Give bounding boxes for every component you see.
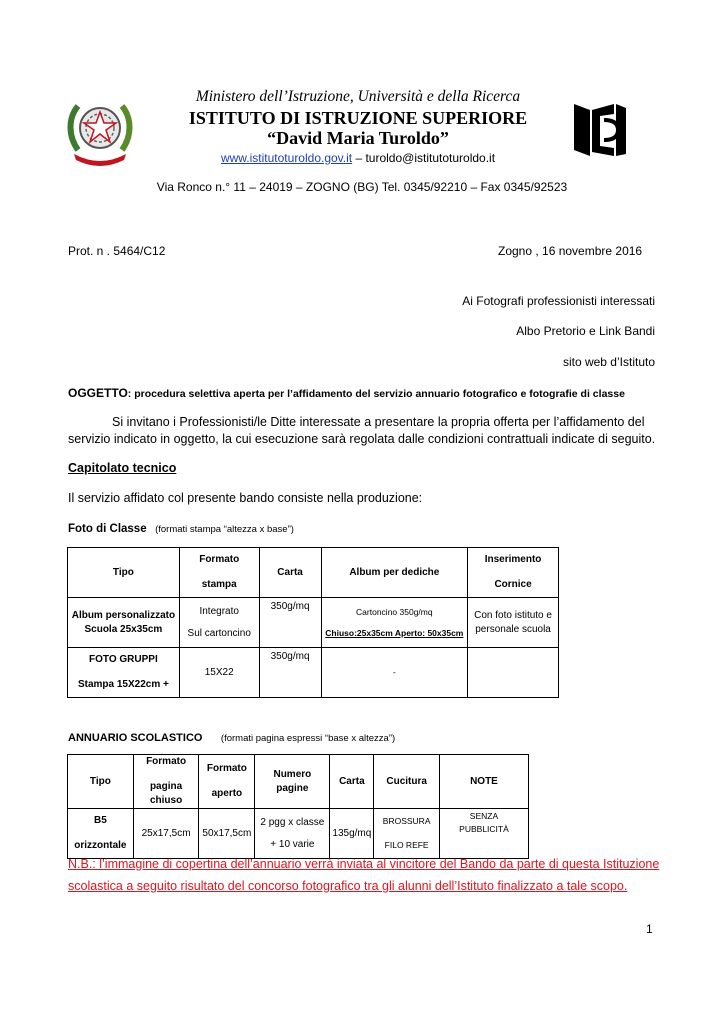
address-line: Via Ronco n.° 11 – 24019 – ZOGNO (BG) Tel. 0345/92210 – Fax 0345/92523 (156, 180, 568, 194)
subject-text: : procedura selettiva aperta per l’affidamento del servizio annuario fotografico e fotografie di classe (127, 388, 625, 400)
cell-tipo: B5 orizzontale (68, 809, 134, 859)
institute-logo-icon (572, 100, 628, 158)
recipient-1: Ai Fotografi professionisti interessati (462, 294, 655, 308)
cell-formato-aperto: 50x17,5cm (199, 809, 255, 859)
cell-formato: Integrato Sul cartoncino (179, 598, 259, 648)
cell-inserimento (468, 648, 559, 698)
header-carta: Carta (330, 755, 374, 809)
cell-numero-pagine: 2 pgg x classe + 10 varie (255, 809, 330, 859)
table-row (68, 598, 559, 648)
subject-label: OGGETTO (68, 386, 128, 400)
institute-name: “David Maria Turoldo” (267, 128, 449, 148)
annuario-label: ANNUARIO SCOLASTICO (68, 732, 203, 744)
body-paragraph-line2: servizio indicato in oggetto, la cui esecuzione sarà regolata dalle condizioni contrattuali indicate di seguito. (68, 432, 656, 446)
annuario-note: (formati pagina espressi “base x altezza”) (220, 733, 396, 744)
header-formato-chiuso: Formato pagina chiuso (133, 755, 199, 809)
table-row (68, 755, 529, 809)
header-formato-aperto: Formato aperto (199, 755, 255, 809)
subject-line (68, 386, 625, 400)
cell-formato: 15X22 (179, 648, 259, 698)
header-carta: Carta (259, 548, 321, 598)
header-album: Album per dediche (321, 548, 468, 598)
page-number: 1 (646, 922, 653, 936)
table-row (68, 809, 529, 859)
header-tipo: Tipo (68, 548, 180, 598)
cell-album: Cartoncino 350g/mq Chiuso:25x35cm Aperto: 50x35cm (321, 598, 468, 648)
foto-table (67, 547, 559, 698)
email-text: – turoldo@istitutoturoldo.it (352, 151, 496, 165)
ministry-line: Ministero dell’Istruzione, Università e della Ricerca (195, 88, 521, 105)
cell-carta: 350g/mq (259, 648, 321, 698)
cell-note: SENZA PUBBLICITÀ (439, 809, 528, 859)
cell-inserimento: Con foto istituto e personale scuola (468, 598, 559, 648)
protocol-number: Prot. n . 5464/C12 (68, 244, 166, 258)
cell-cucitura: BROSSURA FILO REFE (374, 809, 440, 859)
italian-republic-emblem-icon (66, 96, 134, 168)
header-note: NOTE (439, 755, 528, 809)
contact-line (150, 151, 566, 165)
header-inserimento: Inserimento Cornice (468, 548, 559, 598)
cell-album: - (321, 648, 468, 698)
annuario-heading (68, 728, 395, 746)
website-link[interactable]: www.istitutoturoldo.gov.it (220, 151, 353, 165)
body-paragraph-line1: Si invitano i Professionisti/le Ditte interessate a presentare la propria offerta per l’affidamento del (112, 415, 645, 429)
foto-heading (68, 519, 294, 537)
annuario-table (67, 754, 529, 859)
header-numero-pagine: Numero pagine (255, 755, 330, 809)
service-description: Il servizio affidato col presente bando consiste nella produzione: (68, 491, 423, 505)
cell-tipo: FOTO GRUPPI Stampa 15X22cm + (68, 648, 180, 698)
recipient-3: sito web d’Istituto (562, 355, 655, 369)
cell-carta: 135g/mq (330, 809, 374, 859)
foto-note: (formati stampa “altezza x base”) (155, 524, 294, 535)
header-cucitura: Cucitura (374, 755, 440, 809)
document-date: Zogno , 16 novembre 2016 (498, 244, 643, 258)
nb-note-line2: scolastica a seguito risultato del concorso fotografico tra gli alunni dell’Istituto finalizzato a tale scopo. (68, 879, 628, 893)
foto-label: Foto di Classe (68, 523, 147, 535)
table-row (68, 548, 559, 598)
capitolato-heading: Capitolato tecnico (68, 461, 177, 475)
cell-tipo: Album personalizzato Scuola 25x35cm (68, 598, 180, 648)
cell-carta: 350g/mq (259, 598, 321, 648)
header-tipo: Tipo (68, 755, 134, 809)
institute-title: ISTITUTO DI ISTRUZIONE SUPERIORE (188, 108, 528, 128)
header-formato: Formato stampa (179, 548, 259, 598)
nb-note-line1: N.B.: l’immagine di copertina dell’annuario verrà inviata al vincitore del Bando da parte di questa Istituzione (68, 857, 660, 871)
recipient-2: Albo Pretorio e Link Bandi (516, 324, 655, 338)
table-row (68, 648, 559, 698)
cell-formato-chiuso: 25x17,5cm (133, 809, 199, 859)
